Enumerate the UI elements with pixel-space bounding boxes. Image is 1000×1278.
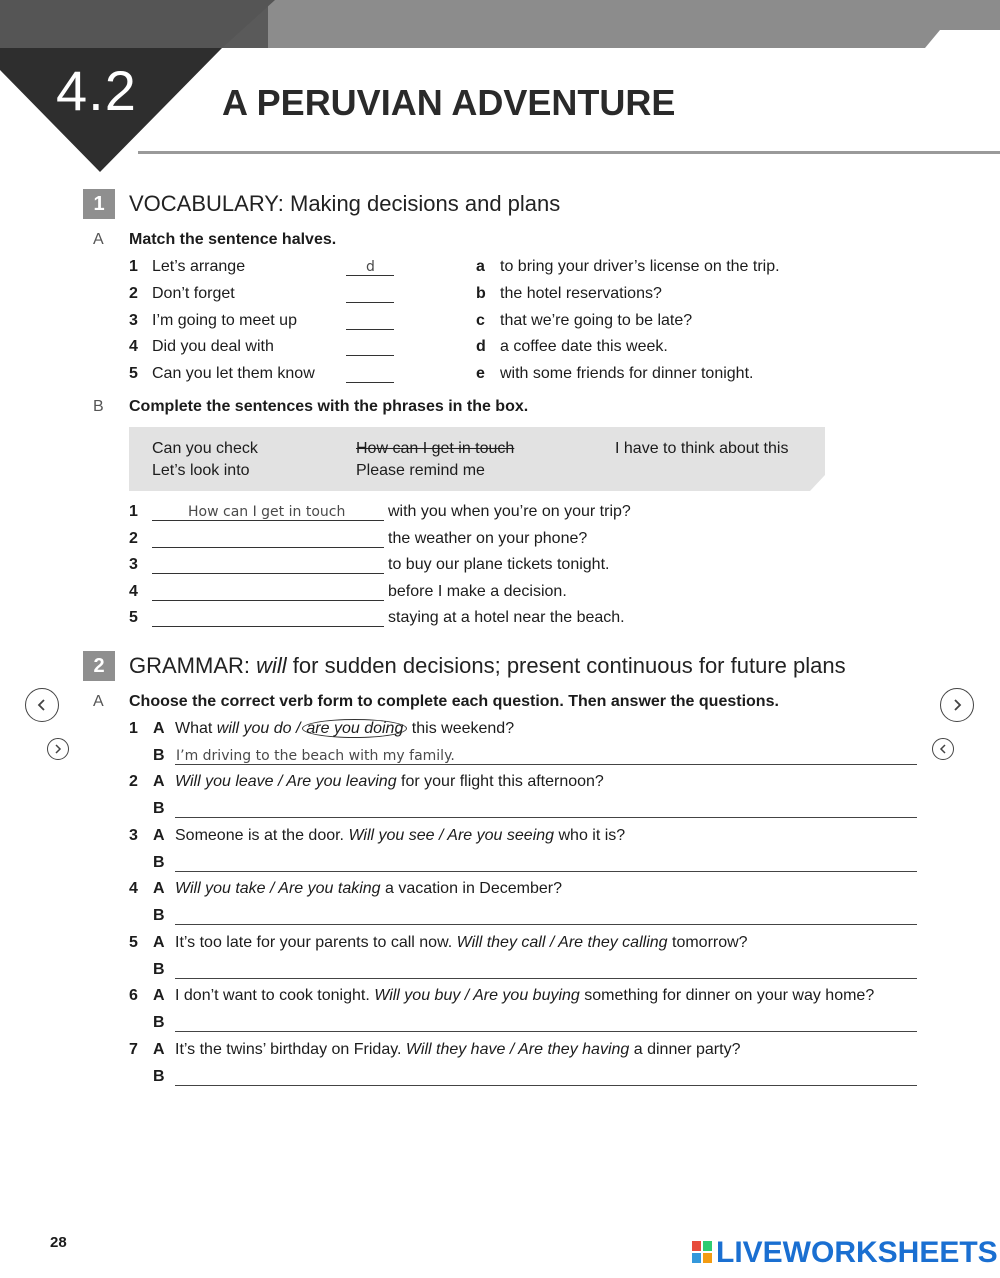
instruction: Match the sentence halves. xyxy=(129,231,337,248)
answer-text: How can I get in touch xyxy=(188,504,346,520)
answer-blank[interactable] xyxy=(346,302,394,303)
speaker-a: A xyxy=(153,987,165,1004)
item-number: 2 xyxy=(129,285,138,302)
option-letter: e xyxy=(476,365,485,382)
answer-blank[interactable] xyxy=(346,355,394,356)
prev-page-button[interactable] xyxy=(25,688,59,722)
option-letter: d xyxy=(476,338,486,355)
box-corner xyxy=(800,427,830,491)
speaker-a: A xyxy=(153,880,165,897)
sentence-text: the weather on your phone? xyxy=(388,530,588,547)
speaker-b: B xyxy=(153,747,165,764)
speaker-b: B xyxy=(153,907,165,924)
option-letter: b xyxy=(476,285,486,302)
speaker-a: A xyxy=(153,773,165,790)
option-text: the hotel reservations? xyxy=(500,285,662,302)
option-text: a coffee date this week. xyxy=(500,338,668,355)
part-letter: A xyxy=(93,693,104,710)
item-number: 4 xyxy=(129,338,138,355)
section-number: 1 xyxy=(83,189,115,219)
item-number: 2 xyxy=(129,530,138,547)
phrase-option: Please remind me xyxy=(356,462,485,479)
answer-blank[interactable] xyxy=(346,382,394,383)
question-text: Will you take / Are you taking a vacation in December? xyxy=(175,880,563,897)
part-letter: A xyxy=(93,231,104,248)
next-page-button[interactable] xyxy=(940,688,974,722)
verb-choices[interactable]: Will you take / Are you taking xyxy=(175,880,381,897)
answer-blank[interactable] xyxy=(152,520,384,521)
section-title: VOCABULARY: Making decisions and plans xyxy=(129,191,561,216)
option-text: to bring your driver’s license on the trip. xyxy=(500,258,780,275)
phrase-option: Let’s look into xyxy=(152,462,250,479)
item-number: 4 xyxy=(129,880,138,897)
answer-blank[interactable] xyxy=(346,329,394,330)
unit-number: 4.2 xyxy=(56,59,137,122)
speaker-a: A xyxy=(153,827,165,844)
verb-choices[interactable]: Will you see / Are you seeing xyxy=(348,827,555,844)
speaker-a: A xyxy=(153,720,165,737)
sentence-half: I’m going to meet up xyxy=(152,312,297,329)
option-text: that we’re going to be late? xyxy=(500,312,693,329)
page-number: 28 xyxy=(50,1234,67,1251)
part-letter: B xyxy=(93,398,104,415)
item-number: 7 xyxy=(129,1041,138,1058)
speaker-a: A xyxy=(153,1041,165,1058)
section-number: 2 xyxy=(83,651,115,681)
question-text: What will you do / are you doing this weekend? xyxy=(175,720,515,737)
verb-choices[interactable]: will you do / xyxy=(216,720,301,737)
sentence-text: staying at a hotel near the beach. xyxy=(388,609,625,626)
title-rule xyxy=(138,151,1000,154)
answer-blank[interactable] xyxy=(152,600,384,601)
speaker-b: B xyxy=(153,1014,165,1031)
liveworksheets-logo-icon xyxy=(692,1240,712,1264)
answer-line[interactable] xyxy=(175,871,917,872)
item-number: 1 xyxy=(129,258,138,275)
chevron-left-icon xyxy=(35,698,49,712)
phrase-option-used: How can I get in touch xyxy=(356,440,515,457)
liveworksheets-logo: LIVEWORKSHEETS xyxy=(716,1236,998,1269)
answer-line[interactable] xyxy=(175,764,917,765)
answer-blank[interactable] xyxy=(152,573,384,574)
sentence-text: to buy our plane tickets tonight. xyxy=(388,556,610,573)
unit-title: A PERUVIAN ADVENTURE xyxy=(222,82,676,123)
speaker-b: B xyxy=(153,854,165,871)
question-text: I don’t want to cook tonight. Will you buy / Are you buying something for dinner on your way home? xyxy=(175,987,875,1004)
sentence-half: Don’t forget xyxy=(152,285,235,302)
sentence-text: with you when you’re on your trip? xyxy=(388,503,631,520)
sentence-half: Did you deal with xyxy=(152,338,274,355)
item-number: 5 xyxy=(129,934,138,951)
phrase-option: I have to think about this xyxy=(615,440,789,457)
item-number: 3 xyxy=(129,556,138,573)
item-number: 2 xyxy=(129,773,138,790)
answer-blank[interactable] xyxy=(152,626,384,627)
prev-small-button[interactable] xyxy=(932,738,954,760)
answer-blank[interactable] xyxy=(152,547,384,548)
item-number: 3 xyxy=(129,312,138,329)
sentence-text: before I make a decision. xyxy=(388,583,567,600)
speaker-a: A xyxy=(153,934,165,951)
item-number: 5 xyxy=(129,365,138,382)
speaker-b: B xyxy=(153,1068,165,1085)
next-small-button[interactable] xyxy=(47,738,69,760)
answer-line[interactable] xyxy=(175,1031,917,1032)
answer-line[interactable] xyxy=(175,924,917,925)
item-number: 4 xyxy=(129,583,138,600)
item-number: 6 xyxy=(129,987,138,1004)
phrase-box xyxy=(129,427,825,491)
verb-choices[interactable]: Will they have / Are they having xyxy=(405,1041,630,1058)
instruction: Choose the correct verb form to complete each question. Then answer the questions. xyxy=(129,693,779,710)
answer-line[interactable] xyxy=(175,817,917,818)
answer-text: I’m driving to the beach with my family. xyxy=(176,748,455,764)
option-letter: c xyxy=(476,312,485,329)
verb-choices[interactable]: Will you buy / Are you buying xyxy=(374,987,580,1004)
sentence-half: Can you let them know xyxy=(152,365,315,382)
item-number: 5 xyxy=(129,609,138,626)
instruction: Complete the sentences with the phrases in the box. xyxy=(129,398,529,415)
item-number: 1 xyxy=(129,720,138,737)
speaker-b: B xyxy=(153,800,165,817)
question-text: It’s the twins’ birthday on Friday. Will they have / Are they having a dinner party? xyxy=(175,1041,741,1058)
sentence-half: Let’s arrange xyxy=(152,258,246,275)
section-title: GRAMMAR: will for sudden decisions; present continuous for future plans xyxy=(129,653,846,678)
option-text: with some friends for dinner tonight. xyxy=(500,365,754,382)
verb-choices[interactable]: Will you leave / Are you leaving xyxy=(175,773,397,790)
speaker-b: B xyxy=(153,961,165,978)
item-number: 3 xyxy=(129,827,138,844)
chevron-right-icon xyxy=(53,744,63,754)
item-number: 1 xyxy=(129,503,138,520)
answer-line[interactable] xyxy=(175,978,917,979)
question-text: Will you leave / Are you leaving for your flight this afternoon? xyxy=(175,773,604,790)
question-text: Someone is at the door. Will you see / Are you seeing who it is? xyxy=(175,827,626,844)
phrase-option: Can you check xyxy=(152,440,258,457)
verb-choices[interactable]: Will they call / Are they calling xyxy=(456,934,668,951)
question-text: It’s too late for your parents to call now. Will they call / Are they calling tomorrow? xyxy=(175,934,748,951)
answer-text: d xyxy=(366,259,375,275)
chevron-left-icon xyxy=(938,744,948,754)
option-letter: a xyxy=(476,258,485,275)
answer-line[interactable] xyxy=(175,1085,917,1086)
answer-blank[interactable] xyxy=(346,275,394,276)
circled-choice[interactable]: are you doing xyxy=(302,719,407,738)
chevron-right-icon xyxy=(950,698,964,712)
